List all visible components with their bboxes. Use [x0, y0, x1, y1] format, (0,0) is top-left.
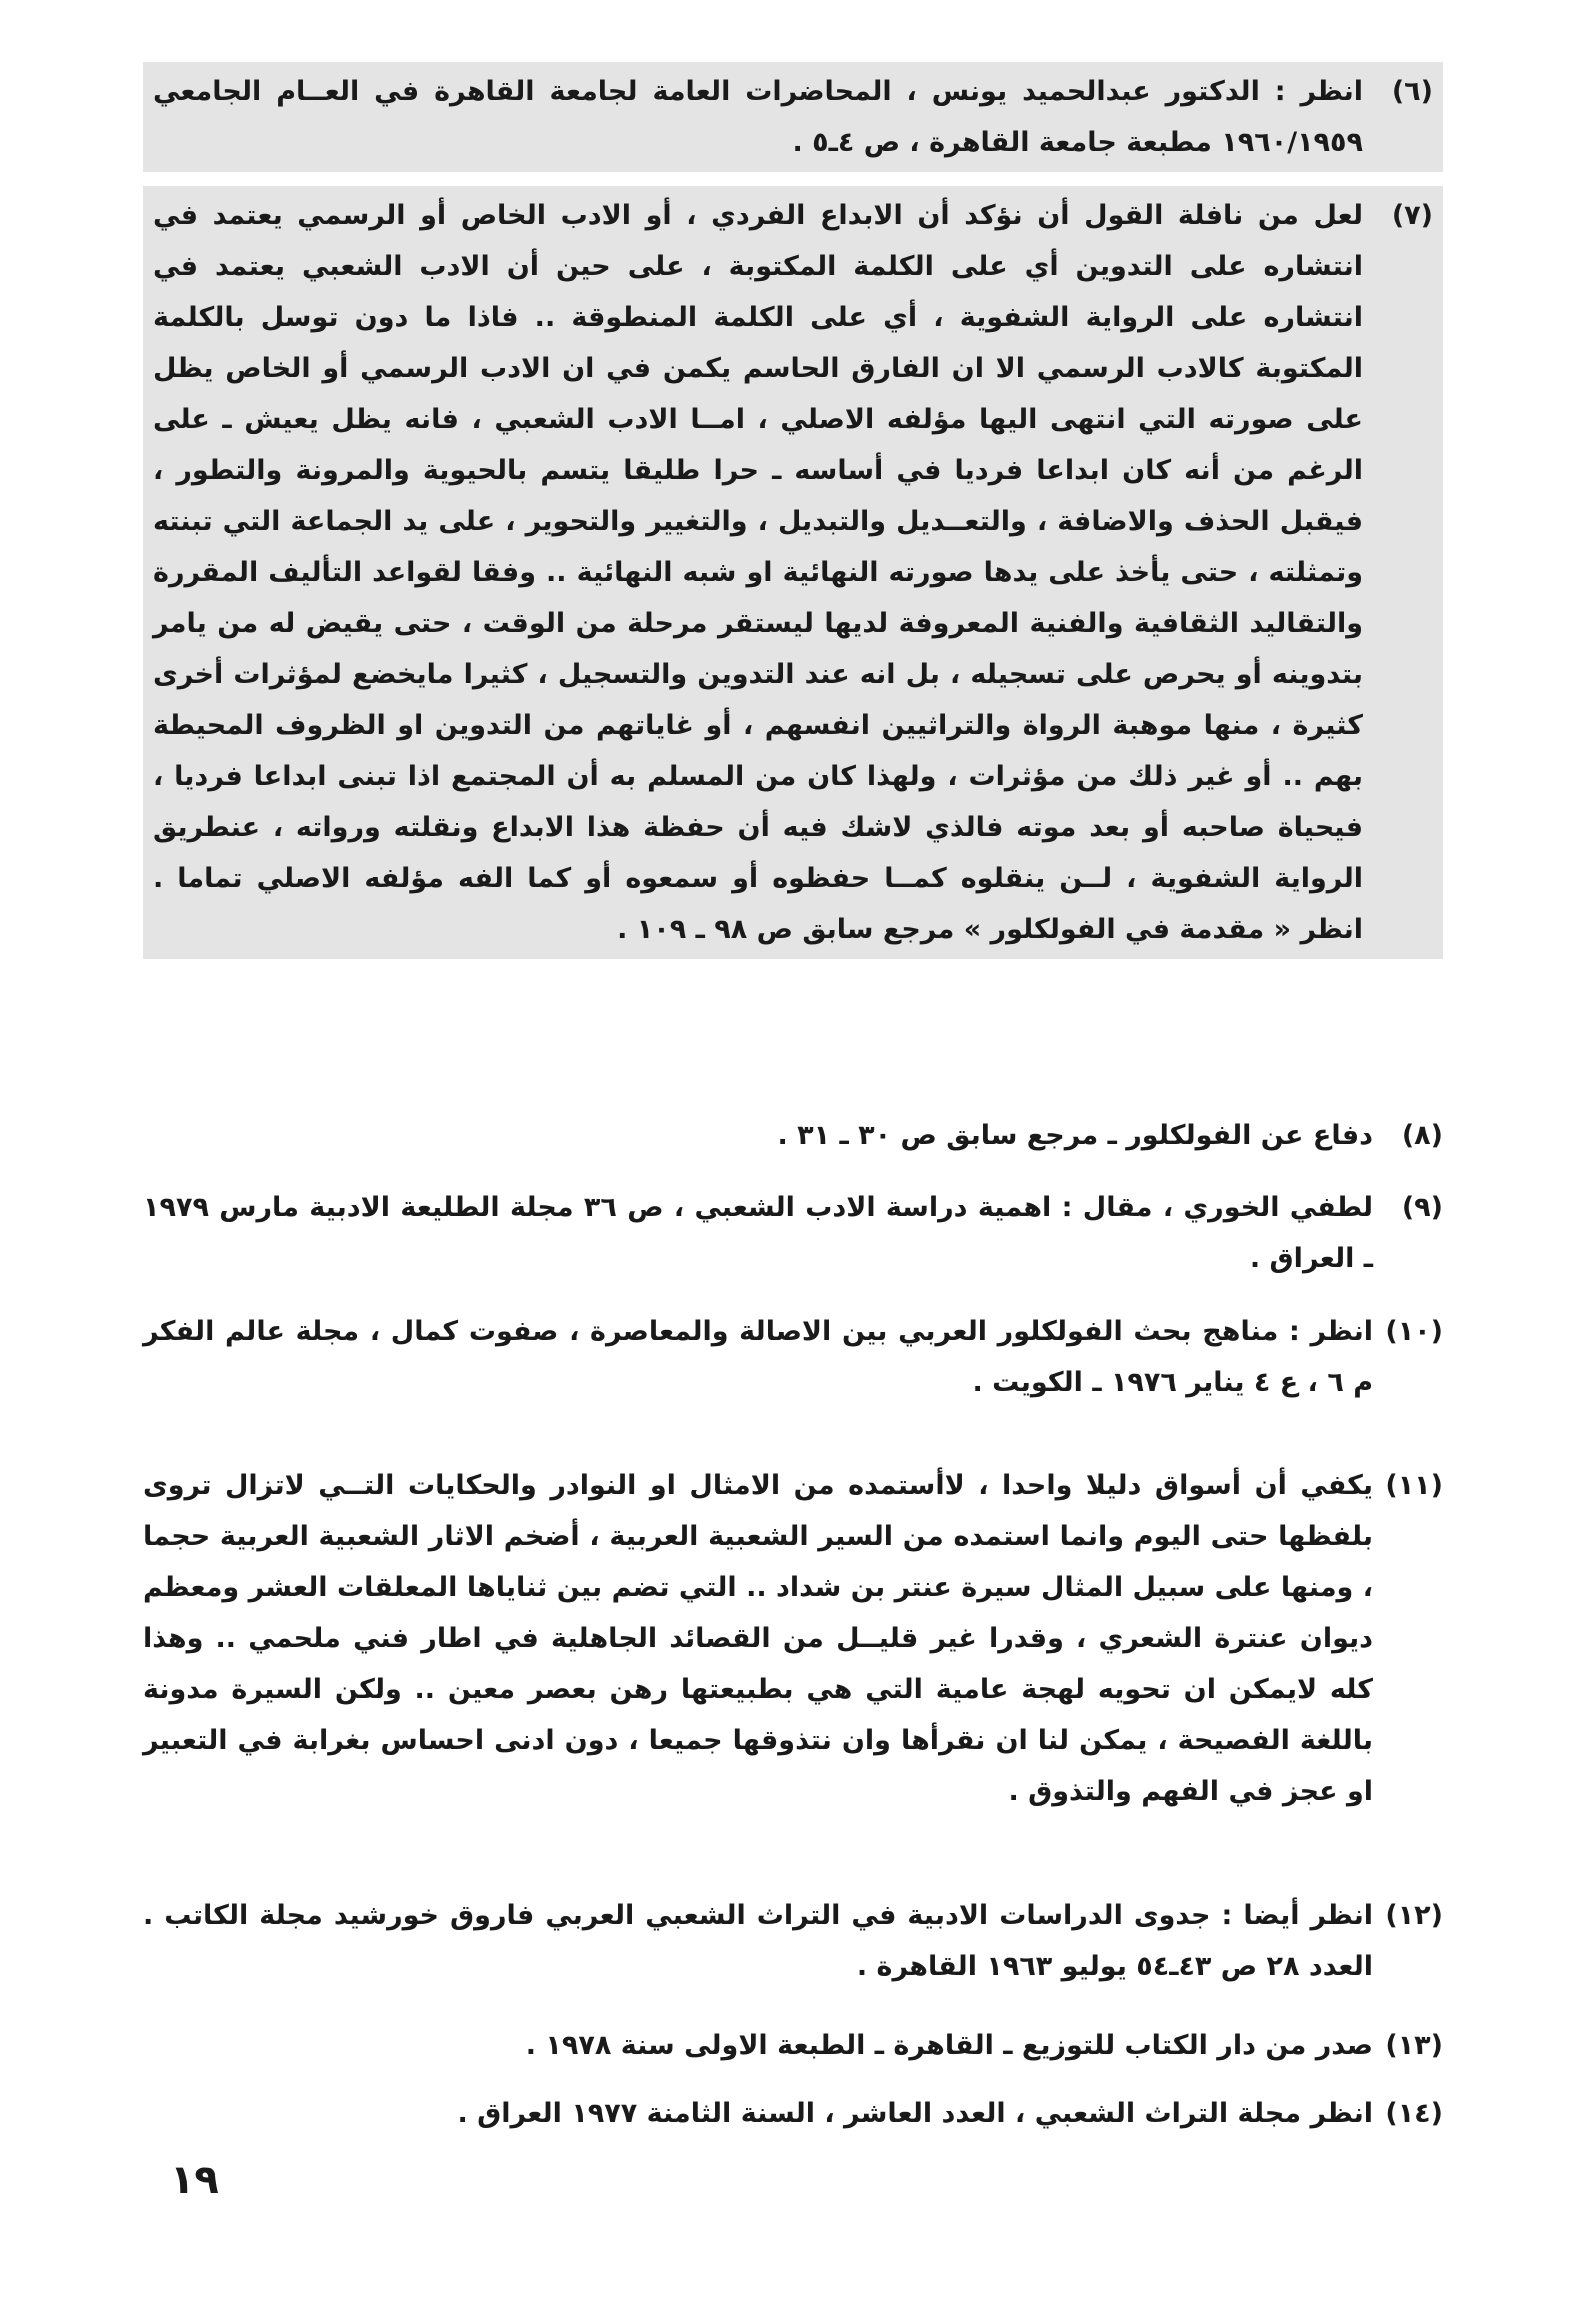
footnote-text: لعل من نافلة القول أن نؤكد أن الابداع الفردي ، أو الادب الخاص أو الرسمي يعتمد في انتشاره على التدوين أي على الكلمة المكتوبة ، على حين أن الادب الشعبي يعتمد في انتشاره على الرواية الشفوية ، أي على الكلمة المنطوقة .. فاذا ما دون توسل بالكلمة المكتوبة كالادب الرسمي الا ان الفارق الحاسم يكمن في ان الادب الرسمي أو الخاص يظل على صورته التي انتهى اليها مؤلفه الاصلي ، امــا الادب الشعبي ، فانه يظل يعيش ـ على الرغم من أنه كان ابداعا فرديا في أساسه ـ حرا طليقا يتسم بالحيوية والمرونة والتطور ، فيقبل الحذف والاضافة ، والتعــديل والتبديل ، والتغيير والتحوير ، على يد الجماعة التي تبنته وتمثلته ، حتى يأخذ على يدها صورته النهائية او شبه النهائية .. وفقا لقواعد التأليف المقررة والتقاليد الثقافية والفنية المعروفة لديها ليستقر مرحلة من الوقت ، حتى يقيض له من يامر بتدوينه أو يحرص على تسجيله ، بل انه عند التدوين والتسجيل ، كثيرا مايخضع لمؤثرات أخرى كثيرة ، منها موهبة الرواة والتراثيين انفسهم ، أو غاياتهم من التدوين او الظروف المحيطة بهم .. أو غير ذلك من مؤثرات ، ولهذا كان من المسلم به أن المجتمع اذا تبنى ابداعا فرديا ، فيحياة صاحبه أو بعد موته فالذي لاشك فيه أن حفظة هذا الابداع ونقلته ورواته ، عنطريق الرواية الشفوية ، لــن ينقلوه كمــا حفظوه أو سمعوه أو كما الفه مؤلفه الاصلي تماما . انظر « مقدمة في الفولكلور » مرجع سابق ص ٩٨ ـ ١٠٩ . — [153, 200, 1363, 945]
footnote-10 — [143, 1306, 1443, 1408]
footnote-text: دفاع عن الفولكلور ـ مرجع سابق ص ٣٠ ـ ٣١ . — [777, 1120, 1373, 1151]
footnote-number: (٨) — [1401, 1120, 1443, 1151]
footnote-11 — [143, 1460, 1443, 1817]
footnote-text: صدر من دار الكتاب للتوزيع ـ القاهرة ـ الطبعة الاولى سنة ١٩٧٨ . — [525, 2030, 1373, 2061]
footnote-number: (١٢) — [1385, 1900, 1443, 1931]
footnote-8 — [143, 1110, 1443, 1161]
footnote-14 — [143, 2088, 1443, 2139]
footnote-7 — [143, 186, 1443, 959]
footnote-number: (١٠) — [1385, 1316, 1443, 1347]
page-number: ١٩ — [170, 2157, 219, 2203]
footnote-13 — [143, 2020, 1443, 2071]
footnote-number: (١١) — [1385, 1470, 1443, 1501]
footnote-number: (٦) — [1391, 76, 1433, 107]
footnote-number: (١٣) — [1385, 2030, 1443, 2061]
footnote-9 — [143, 1182, 1443, 1284]
footnote-number: (٧) — [1391, 200, 1433, 231]
footnote-6 — [143, 62, 1443, 172]
footnote-text: انظر مجلة التراث الشعبي ، العدد العاشر ، السنة الثامنة ١٩٧٧ العراق . — [457, 2098, 1373, 2129]
footnote-text: انظر : مناهج بحث الفولكلور العربي بين الاصالة والمعاصرة ، صفوت كمال ، مجلة عالم الفكر م ٦ ، ع ٤ يناير ١٩٧٦ ـ الكويت . — [143, 1316, 1373, 1398]
footnote-text: يكفي أن أسواق دليلا واحدا ، لاأستمده من الامثال او النوادر والحكايات التــي لاتزال تروى بلفظها حتى اليوم وانما استمده من السير الشعبية العربية ، أضخم الاثار الشعبية العربية حجما ، ومنها على سبيل المثال سيرة عنتر بن شداد .. التي تضم بين ثناياها المعلقات العشر ومعظم ديوان عنترة الشعري ، وقدرا غير قليــل من القصائد الجاهلية في اطار فني ملحمي .. وهذا كله لايمكن ان تحويه لهجة عامية التي هي بطبيعتها رهن بعصر معين .. ولكن السيرة مدونة باللغة الفصيحة ، يمكن لنا ان نقرأها وان نتذوقها جميعا ، دون ادنى احساس بغرابة في التعبير او عجز في الفهم والتذوق . — [143, 1470, 1373, 1807]
footnote-number: (١٤) — [1385, 2098, 1443, 2129]
footnote-text: انظر : الدكتور عبدالحميد يونس ، المحاضرات العامة لجامعة القاهرة في العــام الجامعي ١٩٦٠/١٩٥٩ مطبعة جامعة القاهرة ، ص ٤ـ٥ . — [153, 76, 1363, 158]
footnote-text: انظر أيضا : جدوى الدراسات الادبية في التراث الشعبي العربي فاروق خورشيد مجلة الكاتب . العدد ٢٨ ص ٤٣ـ٥٤ يوليو ١٩٦٣ القاهرة . — [143, 1900, 1373, 1982]
footnote-number: (٩) — [1401, 1192, 1443, 1223]
footnote-12 — [143, 1890, 1443, 1992]
footnote-text: لطفي الخوري ، مقال : اهمية دراسة الادب الشعبي ، ص ٣٦ مجلة الطليعة الادبية مارس ١٩٧٩ ـ العراق . — [143, 1192, 1373, 1274]
